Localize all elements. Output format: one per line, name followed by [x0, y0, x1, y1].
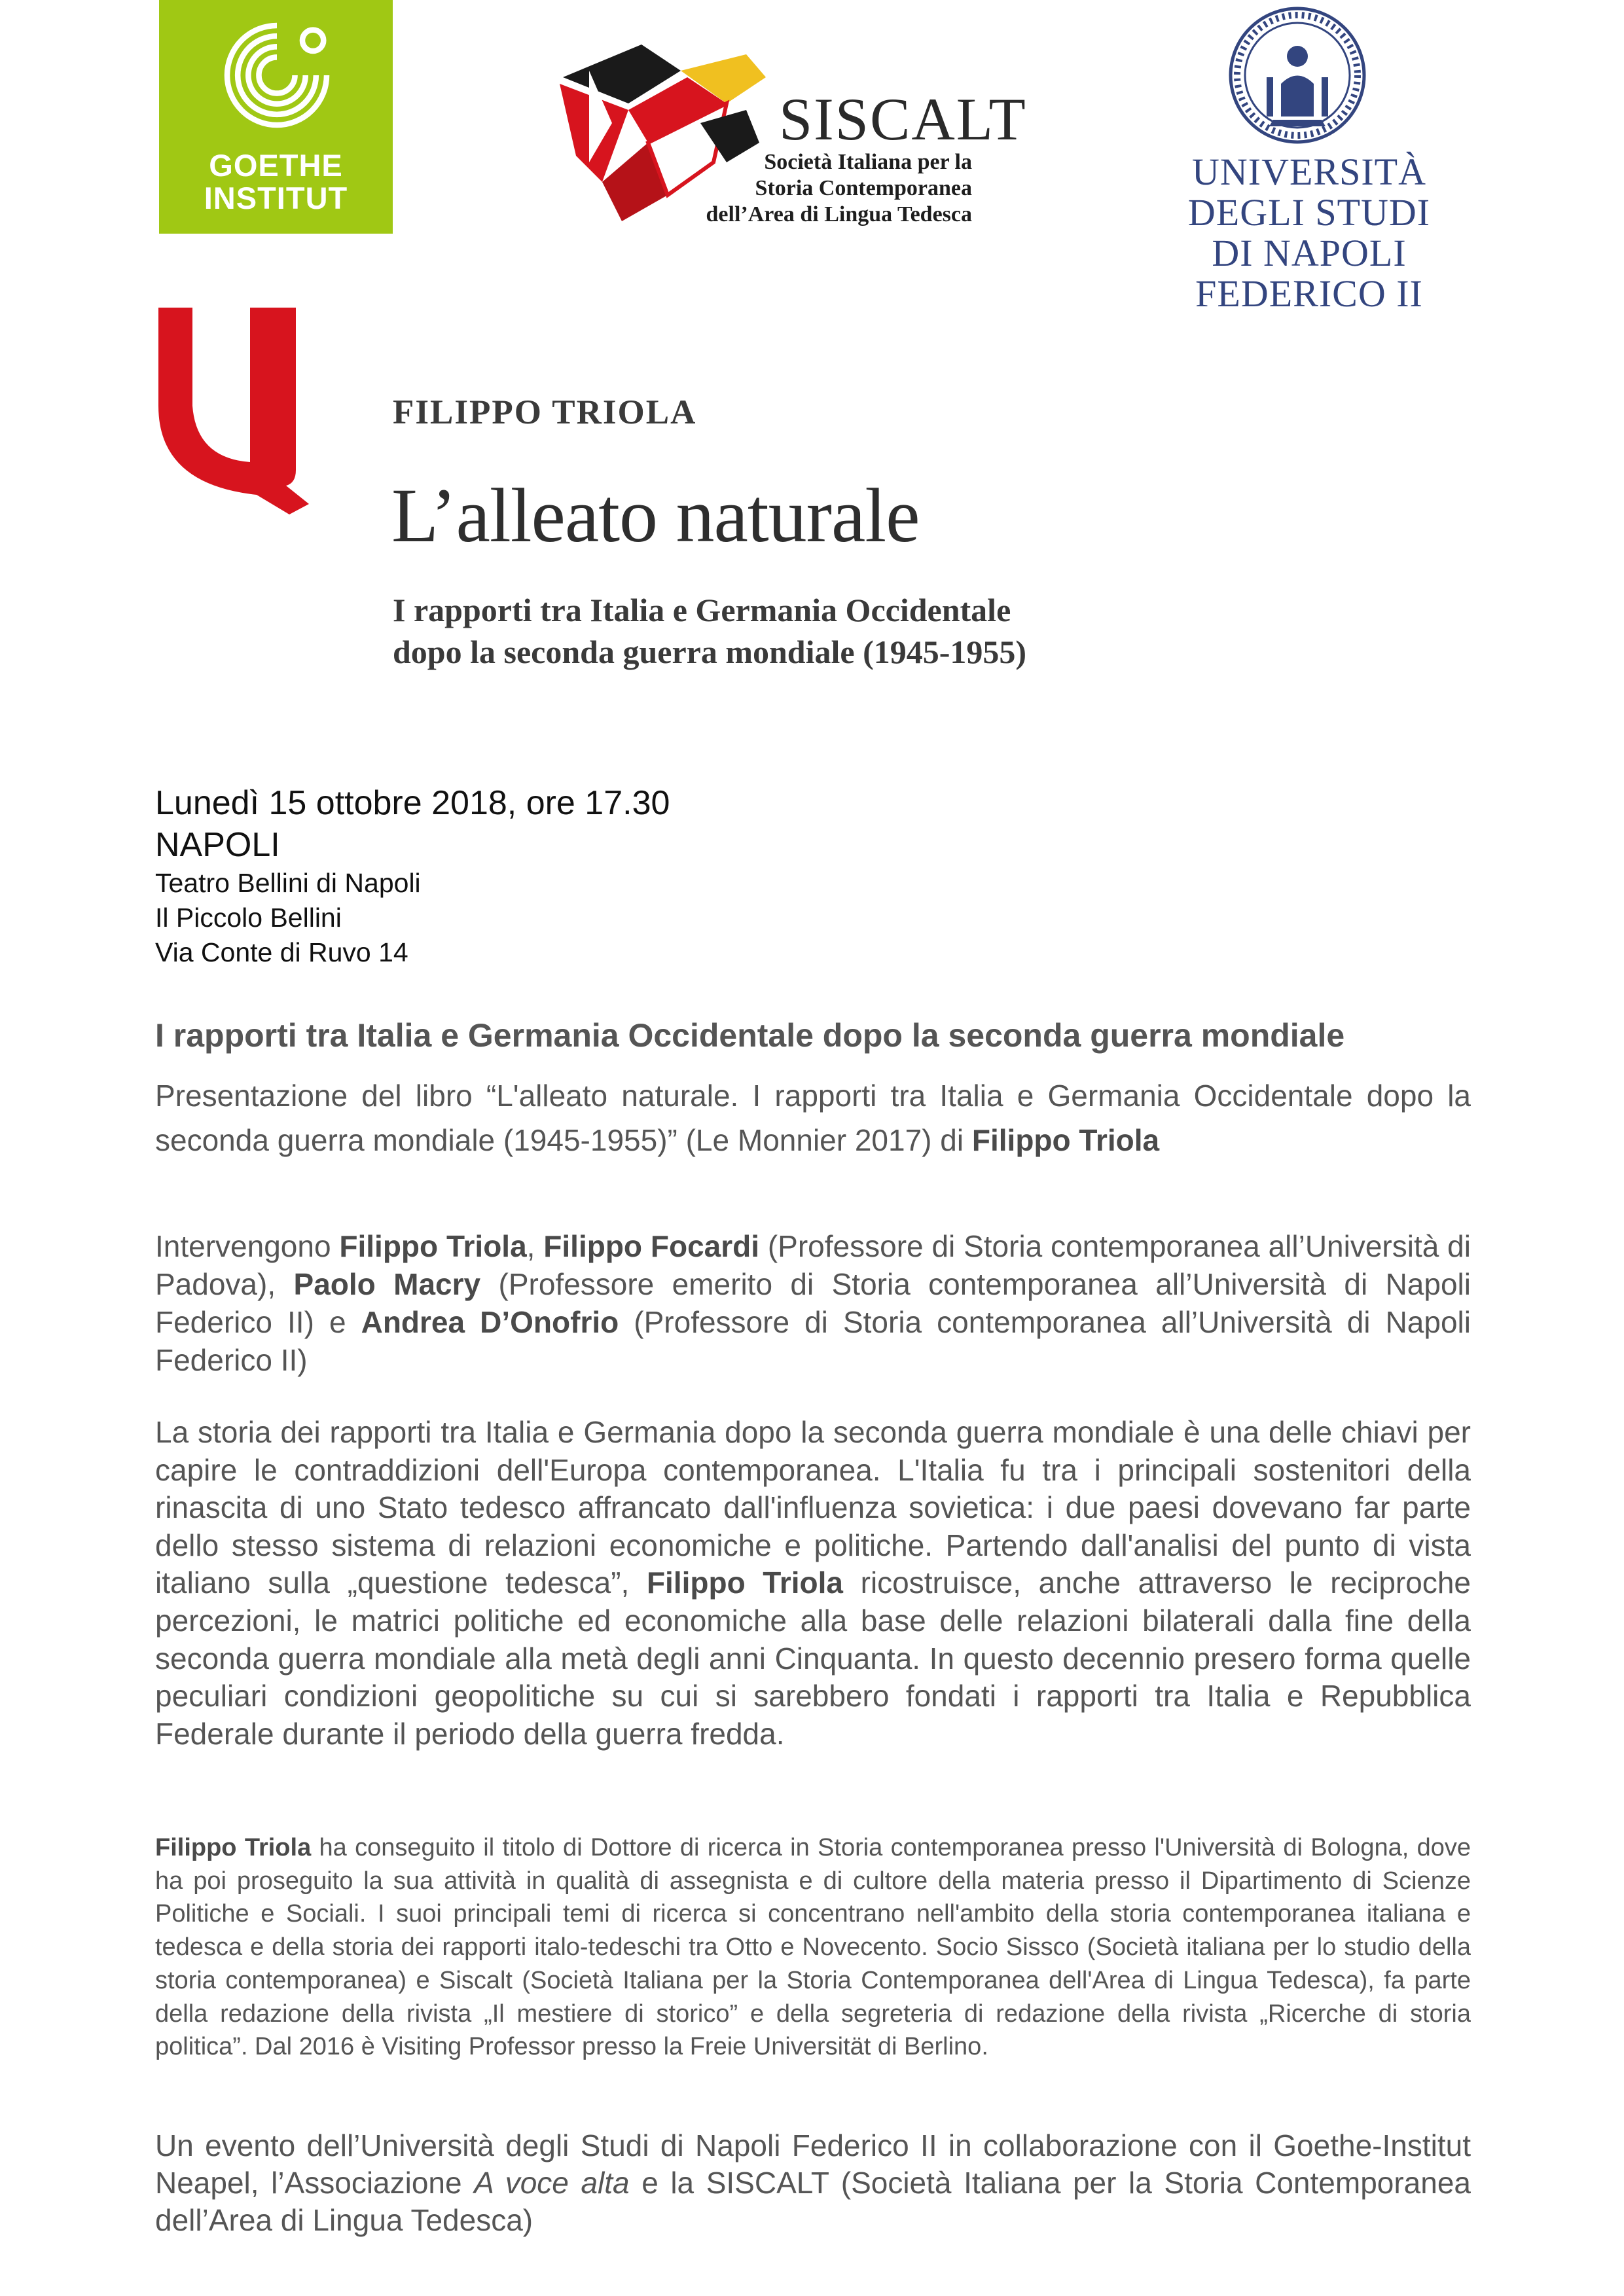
- presentation-author: Filippo Triola: [971, 1123, 1160, 1157]
- speaker-name: Filippo Triola: [339, 1229, 527, 1263]
- siscalt-subtitle: Società Italiana per la Storia Contemporanea dell’Area di Lingua Tedesca: [706, 150, 972, 226]
- event-date: Lunedì 15 ottobre 2018, ore 17.30: [155, 784, 670, 822]
- event-venue-line: Il Piccolo Bellini: [155, 903, 342, 933]
- event-venue-line: Teatro Bellini di Napoli: [155, 868, 421, 898]
- bio-author-name: Filippo Triola: [155, 1834, 312, 1861]
- siscalt-logo: [550, 31, 1027, 234]
- history-paragraph: La storia dei rapporti tra Italia e Germania dopo la seconda guerra mondiale è una delle chiavi per capire le contraddizioni dell'Europa contemporanea. L'Italia fu tra i principali sostenitori della rinascita di uno Stato tedesco affrancato dall'influenza sovietica: i due paesi dovevano far parte dello stesso sistema di relazioni economiche e politiche. Partendo dall'analisi del punto di vista italiano sulla „questione tedesca”, Filippo Triola ricostruisce, anche attraverso le reciproche percezioni, le matrici politiche ed economiche alla base delle relazioni bilaterali dalla fine della seconda guerra mondiale alla metà degli anni Cinquanta. In questo decennio presero forma quelle peculiari condizioni geopolitiche su cui si sarebbero fondati i rapporti tra Italia e Repubblica Federale durante il periodo della guerra fredda.: [155, 1415, 1471, 1751]
- goethe-institut-logo: [159, 0, 393, 234]
- university-name-line2: DI NAPOLI FEDERICO II: [1195, 232, 1423, 315]
- goethe-line1: GOETHE: [209, 148, 343, 183]
- book-title: L’alleato naturale: [391, 473, 920, 558]
- event-city: NAPOLI: [155, 826, 280, 864]
- association-name: A voce alta: [474, 2166, 630, 2200]
- university-seal-icon: [1227, 5, 1368, 146]
- goethe-spiral-icon: [215, 13, 339, 137]
- university-naples-logo: [1139, 0, 1479, 315]
- speakers-paragraph: Intervengono Filippo Triola, Filippo Focardi (Professore di Storia contemporanea all’Università di Padova), Paolo Macry (Professore emerito di Storia contemporanea all’Università di Napoli Federico II) e Andrea D’Onofrio (Professore di Storia contemporanea all’Università di Napoli Federico II): [155, 1229, 1471, 1377]
- speaker-name: Andrea D’Onofrio: [361, 1305, 619, 1339]
- footer-paragraph: Un evento dell’Università degli Studi di Napoli Federico II in collaborazione con il Goethe-Institut Neapel, l’Associazione A voce alta e la SISCALT (Società Italiana per la Storia Contemporanea dell’Area di Lingua Tedesca): [155, 2128, 1471, 2237]
- goethe-line2: INSTITUT: [204, 181, 348, 215]
- speaker-name: Filippo Focardi: [543, 1229, 760, 1263]
- history-author: Filippo Triola: [646, 1566, 844, 1600]
- event-venue-line: Via Conte di Ruvo 14: [155, 937, 408, 967]
- university-name-line1: UNIVERSITÀ DEGLI STUDI: [1187, 151, 1431, 234]
- event-info: [155, 782, 670, 970]
- publisher-q-logo-icon: [158, 308, 309, 517]
- author-bio-paragraph: Filippo Triola ha conseguito il titolo di Dottore di ricerca in Storia contemporanea presso l'Università di Bologna, dove ha poi proseguito la sua attività in qualità di assegnista e di cultore della materia presso il Dipartimento di Scienze Politiche e Sociali. I suoi principali temi di ricerca si concentrano nell'ambito della storia contemporanea italiana e tedesca e della storia dei rapporti italo-tedeschi tra Otto e Novecento. Socio Sissco (Società italiana per lo studio della storia contemporanea) e Siscalt (Società Italiana per la Storia Contemporanea dell'Area di Lingua Tedesca), fa parte della redazione della rivista „Il mestiere di storico” e della segreteria di redazione della rivista „Ricerche di storia politica”. Dal 2016 è Visiting Professor presso la Freie Universität di Berlino.: [155, 1834, 1471, 2061]
- section-heading: I rapporti tra Italia e Germania Occidentale dopo la seconda guerra mondiale: [155, 1017, 1345, 1054]
- book-author: FILIPPO TRIOLA: [393, 393, 697, 431]
- siscalt-name: SISCALT: [779, 86, 1027, 152]
- presentation-paragraph: Presentazione del libro “L'alleato naturale. I rapporti tra Italia e Germania Occidentale dopo la seconda guerra mondiale (1945-1955)” (Le Monnier 2017) di Filippo Triola: [155, 1079, 1471, 1157]
- speaker-name: Paolo Macry: [293, 1267, 481, 1301]
- book-subtitle: I rapporti tra Italia e Germania Occidentale dopo la seconda guerra mondiale (1945-1955): [393, 592, 1027, 670]
